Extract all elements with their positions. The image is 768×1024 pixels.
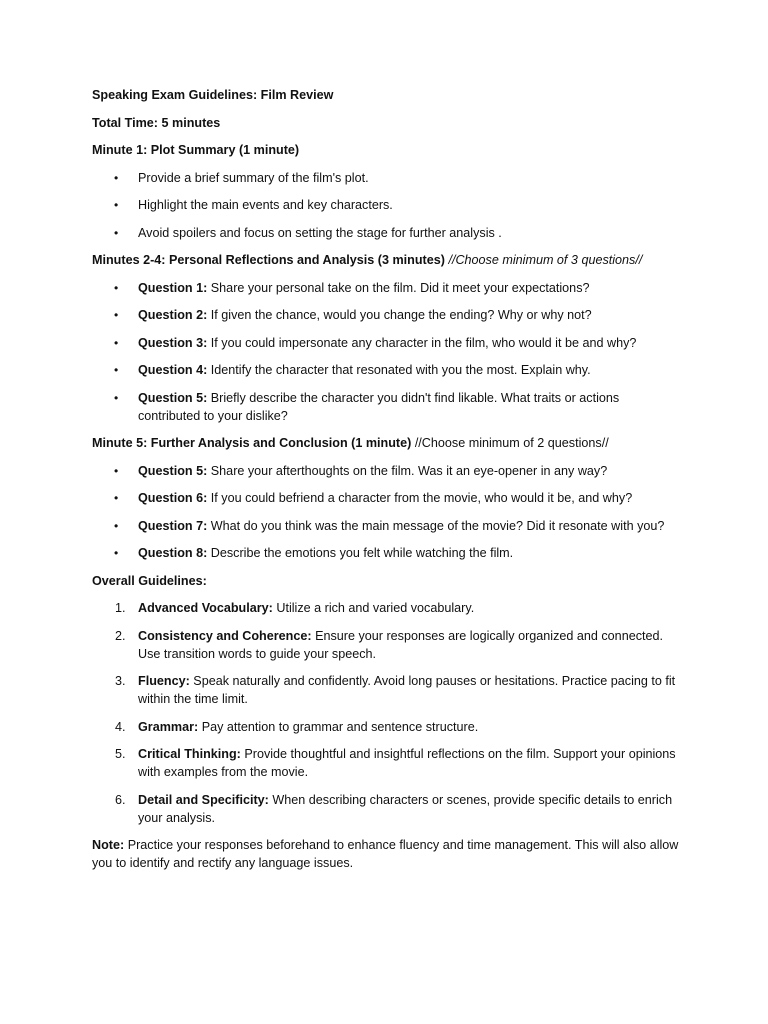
list-number: 1.: [115, 601, 126, 615]
question-label: Question 5:: [138, 463, 208, 478]
question-text: Describe the emotions you felt while watching the film.: [210, 546, 514, 560]
document-title: Speaking Exam Guidelines: Film Review: [92, 88, 334, 102]
question-label: Question 8:: [138, 546, 208, 560]
minutes2-4-heading: Minutes 2-4: Personal Reflections and Analysis (3 minutes): [92, 253, 445, 267]
list-item: [92, 196, 682, 214]
guideline-label: Advanced Vocabulary:: [138, 601, 273, 615]
list-number: 3.: [115, 674, 126, 688]
guideline-item: [92, 672, 682, 708]
guideline-text: Ensure your responses are logically organized and connected. Use transition words to guide your speech.: [138, 628, 664, 661]
guideline-item: [92, 599, 682, 617]
minute1-list: [92, 169, 682, 242]
overall-guidelines-list: [92, 599, 682, 827]
guideline-label: Critical Thinking:: [138, 747, 241, 761]
question-text: Share your afterthoughts on the film. Was it an eye-opener in any way?: [210, 463, 608, 478]
bullet-icon: •: [114, 308, 119, 322]
question-item: [92, 334, 682, 352]
bullet-icon: •: [114, 518, 119, 533]
question-item: [92, 306, 682, 324]
question-label: Question 2:: [138, 308, 208, 322]
guideline-item: [92, 791, 682, 827]
guideline-text: Speak naturally and confidently. Avoid long pauses or hesitations. Practice pacing to fit within the time limit.: [138, 674, 676, 706]
minutes2-4-heading-line: [92, 251, 682, 269]
question-text: If given the chance, would you change the ending? Why or why not?: [210, 308, 592, 322]
bullet-icon: •: [114, 546, 119, 560]
list-item-text: Provide a brief summary of the film's plot.: [138, 170, 369, 185]
guideline-label: Grammar:: [138, 719, 199, 734]
question-text: If you could befriend a character from the movie, who would it be, and why?: [210, 491, 633, 505]
guideline-label: Consistency and Coherence:: [138, 628, 312, 643]
bullet-icon: •: [114, 280, 119, 295]
question-label: Question 3:: [138, 335, 208, 350]
minute5-heading-line: [92, 434, 682, 452]
overall-heading: Overall Guidelines:: [92, 573, 207, 588]
list-item: [92, 224, 682, 242]
question-item: [92, 544, 682, 562]
question-text: Identify the character that resonated with you the most. Explain why.: [210, 363, 591, 377]
total-time: Total Time: 5 minutes: [92, 115, 221, 130]
guideline-text: When describing characters or scenes, provide specific details to enrich your analysis.: [138, 792, 673, 825]
question-label: Question 7:: [138, 518, 208, 533]
document-page: [92, 86, 682, 882]
list-item-text: Highlight the main events and key characters.: [138, 198, 393, 212]
bullet-icon: •: [114, 491, 119, 505]
minutes2-4-questions: [92, 279, 682, 425]
bullet-icon: •: [114, 390, 119, 405]
guideline-label: Detail and Specificity:: [138, 792, 269, 807]
list-number: 2.: [115, 628, 126, 643]
note-text: Practice your responses beforehand to enhance fluency and time management. This will also allow you to identify and rectify any language issues.: [92, 838, 679, 870]
bullet-icon: •: [114, 225, 119, 240]
list-item-text: Avoid spoilers and focus on setting the stage for further analysis .: [138, 225, 502, 240]
list-number: 5.: [115, 747, 126, 761]
question-item: [92, 517, 682, 535]
question-item: [92, 489, 682, 507]
question-text: Briefly describe the character you didn't find likable. What traits or actions contributed to your dislike?: [138, 390, 620, 423]
question-text: Share your personal take on the film. Did it meet your expectations?: [210, 280, 590, 295]
question-item: [92, 361, 682, 379]
bullet-icon: •: [114, 363, 119, 377]
guideline-text: Provide thoughtful and insightful reflections on the film. Support your opinions with examples from the movie.: [138, 747, 676, 779]
list-number: 4.: [115, 719, 126, 734]
minute5-heading: Minute 5: Further Analysis and Conclusion (1 minute): [92, 436, 412, 450]
guideline-label: Fluency:: [138, 674, 190, 688]
guideline-item: [92, 627, 682, 663]
question-item: [92, 389, 682, 425]
question-label: Question 5:: [138, 390, 208, 405]
question-item: [92, 462, 682, 480]
bullet-icon: •: [114, 170, 119, 185]
question-text: What do you think was the main message of the movie? Did it resonate with you?: [210, 518, 665, 533]
bullet-icon: •: [114, 463, 119, 478]
guideline-text: Pay attention to grammar and sentence structure.: [201, 719, 479, 734]
minute1-heading: Minute 1: Plot Summary (1 minute): [92, 143, 300, 157]
list-item: [92, 169, 682, 187]
closing-note: [92, 836, 682, 872]
question-label: Question 1:: [138, 280, 208, 295]
minutes2-4-note: //Choose minimum of 3 questions//: [448, 253, 643, 267]
guideline-item: [92, 745, 682, 781]
note-label: Note:: [92, 838, 125, 852]
minute5-questions: [92, 462, 682, 563]
question-label: Question 6:: [138, 491, 208, 505]
minute5-note: //Choose minimum of 2 questions//: [414, 436, 609, 450]
list-number: 6.: [115, 792, 126, 807]
guideline-item: [92, 718, 682, 736]
question-text: If you could impersonate any character in the film, who would it be and why?: [210, 335, 637, 350]
question-label: Question 4:: [138, 363, 208, 377]
bullet-icon: •: [114, 198, 119, 212]
guideline-text: Utilize a rich and varied vocabulary.: [276, 601, 475, 615]
question-item: [92, 279, 682, 297]
bullet-icon: •: [114, 335, 119, 350]
